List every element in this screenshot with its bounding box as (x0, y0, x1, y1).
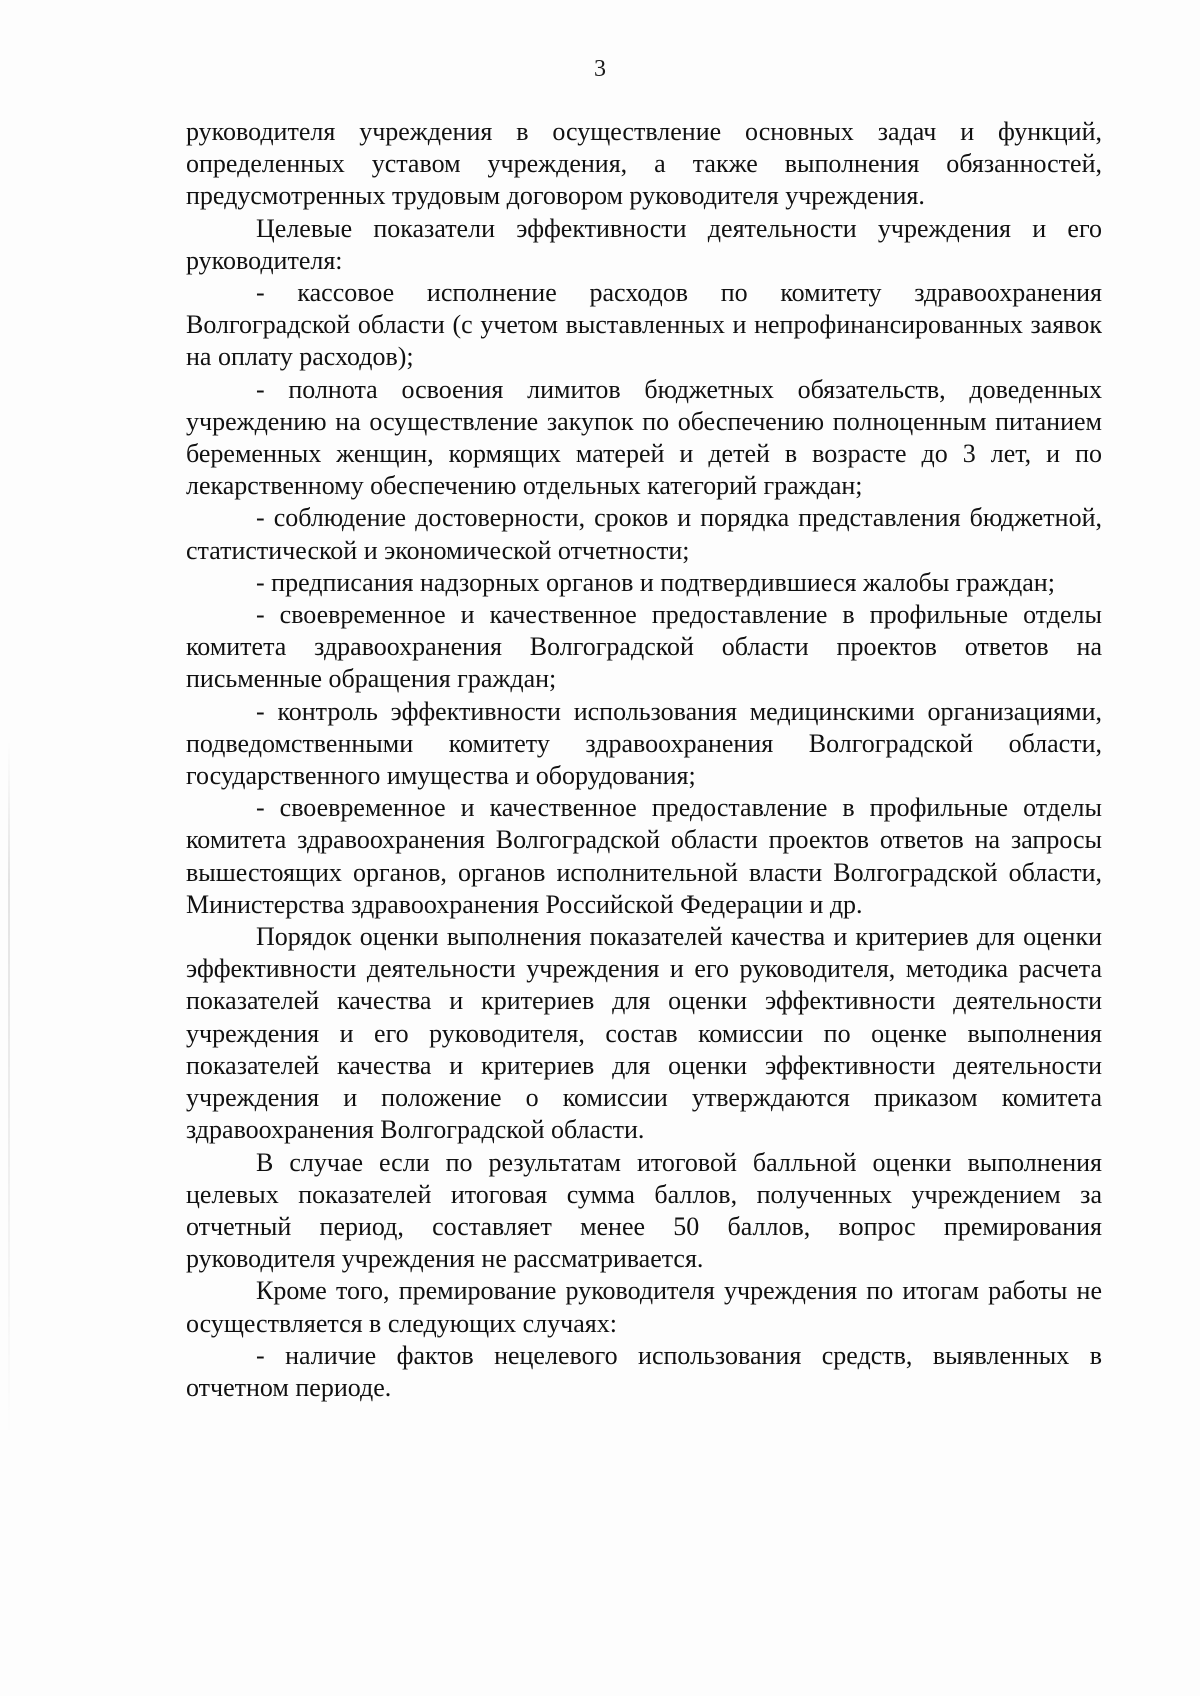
list-item-authority-responses: - своевременное и качественное предоставление в профильные отделы комитета здравоохранения Волгоградской области проектов ответов на запросы вышестоящих органов, органов исполнительной власти Волгоградской области, Министерства здравоохранения Российской Федерации и др. (186, 793, 1102, 919)
paragraph-target-indicators-intro: Целевые показатели эффективности деятельности учреждения и его руководителя: (186, 213, 1102, 275)
list-item-cash-execution: - кассовое исполнение расходов по комитету здравоохранения Волгоградской области (с учетом выставленных и непрофинансированных заявок на оплату расходов); (186, 278, 1102, 372)
list-item-misuse-of-funds: - наличие фактов нецелевого использования средств, выявленных в отчетном периоде. (186, 1340, 1102, 1402)
list-item-citizen-responses: - своевременное и качественное предоставление в профильные отделы комитета здравоохранения Волгоградской области проектов ответов на письменные обращения граждан; (186, 600, 1102, 694)
paragraph-score-threshold: В случае если по результатам итоговой балльной оценки выполнения целевых показателей итоговая сумма баллов, полученных учреждением за отчетный период, составляет менее 50 баллов, вопрос премирования руководителя учреждения не рассматривается. (186, 1147, 1102, 1274)
paragraph-continuation: руководителя учреждения в осуществление основных задач и функций, определенных уставом учреждения, а также выполнения обязанностей, предусмотренных трудовым договором руководителя учреждения. (186, 117, 1102, 211)
paragraph-bonus-exceptions: Кроме того, премирование руководителя учреждения по итогам работы не осуществляется в следующих случаях: (186, 1276, 1102, 1338)
list-item-property-control: - контроль эффективности использования медицинскими организациями, подведомственными комитету здравоохранения Волгоградской области, государственного имущества и оборудования; (186, 696, 1102, 791)
paragraph-evaluation-procedure: Порядок оценки выполнения показателей качества и критериев для оценки эффективности деятельности учреждения и его руководителя, методика расчета показателей качества и критериев для оценки эффективности деятельности учреждения и его руководителя, состав комиссии по оценке выполнения показателей качества и критериев для оценки эффективности деятельности учреждения и положение о комиссии утверждаются приказом комитета здравоохранения Волгоградской области. (186, 922, 1102, 1145)
list-item-budget-limits: - полнота освоения лимитов бюджетных обязательств, доведенных учреждению на осуществление закупок по обеспечению полноценным питанием беременных женщин, кормящих матерей и детей в возрасте до 3 лет, и по лекарственному обеспечению отдельных категорий граждан; (186, 374, 1102, 501)
list-item-supervisory-orders: - предписания надзорных органов и подтвердившиеся жалобы граждан; (256, 567, 1055, 597)
page-number: 3 (594, 56, 606, 82)
document-body (186, 116, 1102, 1404)
scan-edge-shadow (8, 740, 10, 1440)
list-item-reporting-compliance: - соблюдение достоверности, сроков и порядка представления бюджетной, статистической и экономической отчетности; (186, 503, 1102, 565)
